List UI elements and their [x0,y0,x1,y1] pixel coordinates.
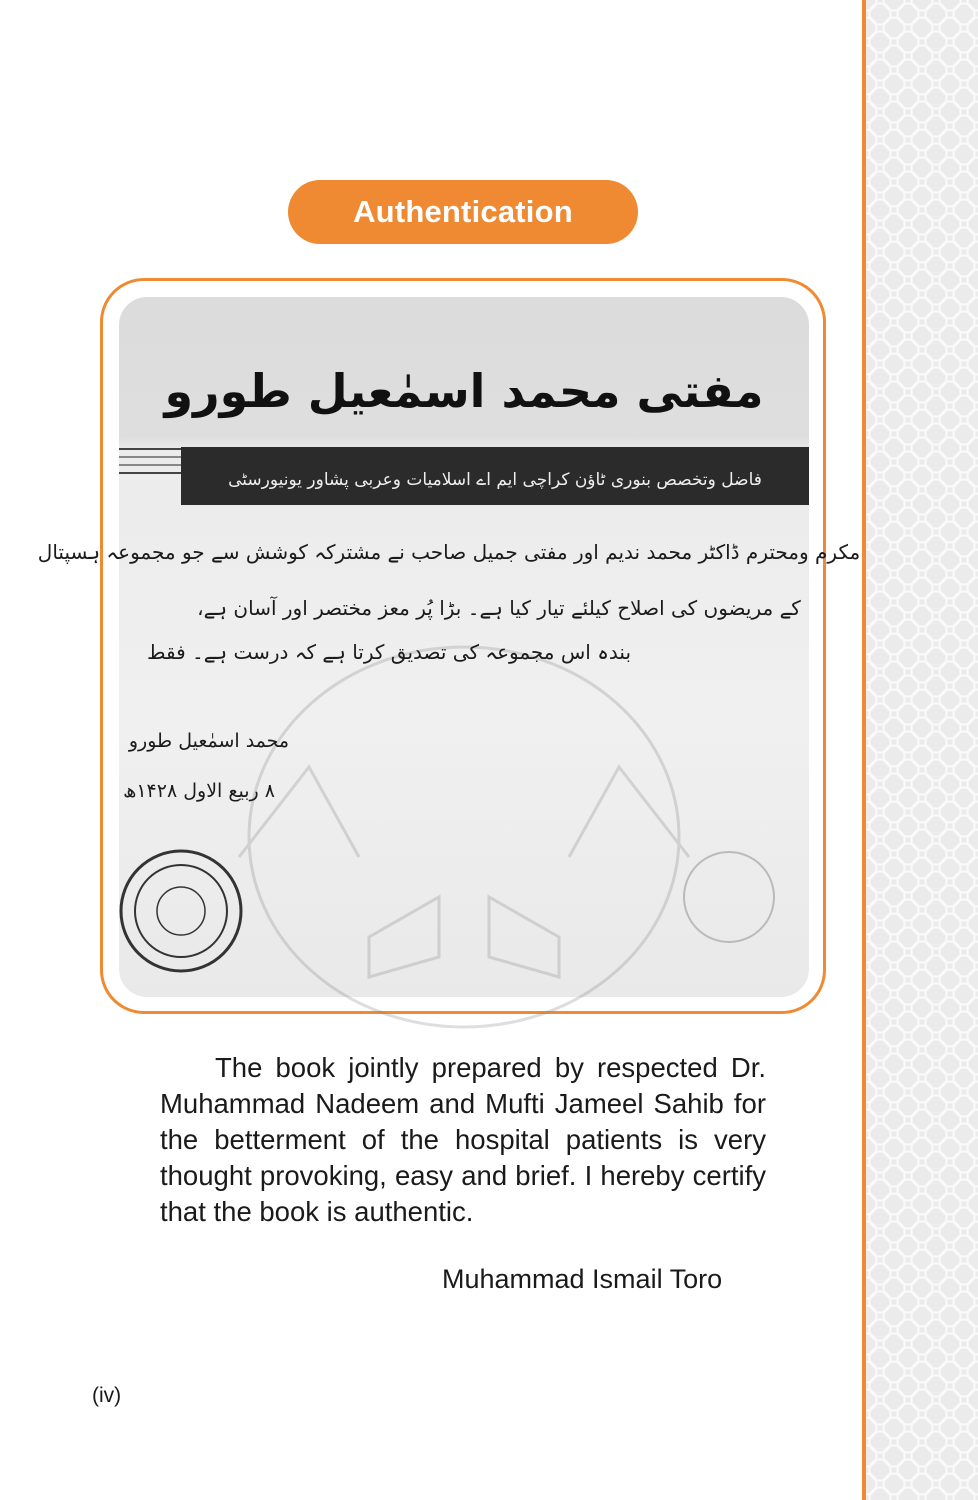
page-title: Authentication [353,194,573,229]
page-number: (iv) [92,1384,122,1407]
faint-stamp [684,852,774,942]
handwritten-line-1: مکرم ومحترم ڈاکٹر محمد ندیم اور مفتی جمیل صاحب نے مشترکہ کوشش سے جو مجموعہ ہسپتال [37,540,861,564]
authentication-statement: The book jointly prepared by respected Dr. Muhammad Nadeem and Mufti Jameel Sahib for the betterment of the hospital patients is very thought provoking, easy and brief. I hereby certify that the book is authentic. [160,1052,766,1227]
authentication-letter-photo [37,297,861,997]
letterhead-name: مفتی محمد اسمٰعیل طورو [164,364,764,418]
letterhead-band: فاضل وتخصص بنوری ٹاؤن کراچی ایم اے اسلامیات وعربی پشاور یونیورسٹی [228,470,762,490]
handwritten-signature: محمد اسمٰعیل طورو [128,730,290,752]
decorative-side-pattern [866,0,978,1500]
official-stamp [121,851,241,971]
watermark-emblem [239,647,689,1027]
handwritten-line-2: کے مریضوں کی اصلاح کیلئے تیار کیا ہے۔ بڑا پُر معز مختصر اور آسان ہے، [197,596,801,620]
handwritten-date: ۸ ربیع الاول ۱۴۲۸ھ [123,780,275,802]
handwritten-line-3: بندہ اس مجموعہ کی تصدیق کرتا ہے کہ درست ہے۔ فقط [146,640,632,664]
title-banner [288,180,638,244]
signatory-name: Muhammad Ismail Toro [442,1264,723,1294]
